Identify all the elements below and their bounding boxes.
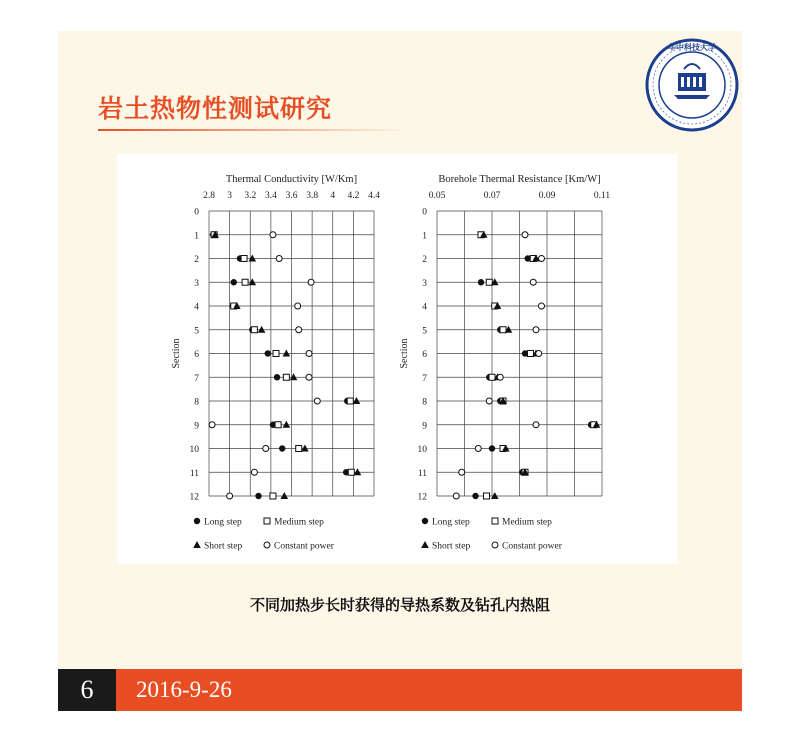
x-tick-label: 0.11 xyxy=(593,191,611,201)
data-point xyxy=(486,398,492,404)
x-tick-label: 3.8 xyxy=(306,191,319,201)
y-tick-label: 6 xyxy=(422,350,427,360)
data-point xyxy=(484,493,490,499)
data-point xyxy=(274,374,280,380)
x-tick-label: 4.2 xyxy=(347,191,360,201)
data-point xyxy=(290,373,298,380)
legend-label: Medium step xyxy=(274,517,324,528)
y-tick-label: 11 xyxy=(189,468,199,479)
data-point xyxy=(258,326,266,333)
legend-marker xyxy=(492,542,498,548)
legend-label: Short step xyxy=(432,541,471,552)
data-point xyxy=(270,232,276,238)
x-tick-label: 0.07 xyxy=(483,191,501,201)
legend-label: Constant power xyxy=(502,541,562,552)
y-tick-label: 10 xyxy=(417,445,427,455)
x-tick-label: 3.4 xyxy=(264,191,277,201)
legend-label: Long step xyxy=(432,517,470,528)
y-tick-label: 7 xyxy=(422,373,427,384)
data-point xyxy=(242,279,248,285)
x-tick-label: 3.6 xyxy=(285,191,298,201)
x-tick-label: 0.05 xyxy=(428,191,446,201)
data-point xyxy=(489,374,495,380)
legend-marker xyxy=(421,541,429,548)
legend-marker xyxy=(422,518,428,524)
y-tick-label: 10 xyxy=(189,445,199,455)
data-point xyxy=(348,469,354,475)
data-point xyxy=(459,469,465,475)
data-point xyxy=(231,279,237,285)
data-point xyxy=(500,327,506,333)
data-point xyxy=(478,279,484,285)
slide xyxy=(58,31,742,711)
data-point xyxy=(533,422,539,428)
legend-marker xyxy=(264,518,270,524)
data-point xyxy=(497,374,503,380)
footer-date: 2016-9-26 xyxy=(136,677,232,702)
figure-panel xyxy=(117,154,677,564)
y-tick-label: 9 xyxy=(194,421,199,432)
data-point xyxy=(453,493,459,499)
y-tick-label: 5 xyxy=(194,326,199,337)
data-point xyxy=(539,256,545,262)
x-tick-label: 2.8 xyxy=(203,191,215,201)
data-point xyxy=(306,351,312,357)
y-tick-label: 6 xyxy=(194,350,199,360)
y-tick-label: 8 xyxy=(422,397,427,408)
data-point xyxy=(276,256,282,262)
y-tick-label: 7 xyxy=(194,373,199,384)
legend-label: Medium step xyxy=(502,517,552,528)
data-point xyxy=(296,446,302,452)
chart-figure xyxy=(117,154,677,564)
y-axis-label: Section xyxy=(171,338,182,369)
x-tick-label: 4 xyxy=(330,191,336,201)
chart-title: Thermal Conductivity [W/Km] xyxy=(225,174,358,185)
data-point xyxy=(536,351,542,357)
y-tick-label: 5 xyxy=(422,326,427,337)
y-tick-label: 11 xyxy=(417,468,427,479)
data-point xyxy=(347,398,353,404)
data-point xyxy=(314,398,320,404)
footer-bar xyxy=(58,669,742,711)
y-tick-label: 0 xyxy=(422,207,427,218)
chart-title: Borehole Thermal Resistance [Km/W] xyxy=(438,174,601,185)
legend-label: Long step xyxy=(204,517,242,528)
legend-marker xyxy=(492,518,498,524)
data-point xyxy=(263,446,269,452)
data-point xyxy=(283,350,291,357)
data-point xyxy=(265,350,271,356)
data-point xyxy=(249,278,257,285)
data-point xyxy=(353,397,361,404)
data-point xyxy=(280,492,288,499)
data-point xyxy=(295,303,301,309)
y-tick-label: 3 xyxy=(422,278,427,289)
slide-title: 岩土热物性测试研究 xyxy=(98,94,333,123)
university-emblem-icon xyxy=(644,37,740,133)
data-point xyxy=(251,327,257,333)
data-point xyxy=(296,327,302,333)
data-point xyxy=(283,374,289,380)
data-point xyxy=(283,421,291,428)
data-point xyxy=(273,351,279,357)
data-point xyxy=(306,374,312,380)
y-tick-label: 8 xyxy=(194,397,199,408)
y-tick-label: 12 xyxy=(417,492,427,503)
x-tick-label: 3 xyxy=(227,191,232,201)
data-point xyxy=(301,445,309,452)
data-point xyxy=(251,469,257,475)
data-point xyxy=(539,303,545,309)
x-tick-label: 3.2 xyxy=(244,191,257,201)
data-point xyxy=(489,445,495,451)
data-point xyxy=(255,493,261,499)
y-tick-label: 2 xyxy=(422,255,427,265)
title-underline xyxy=(98,129,408,131)
data-point xyxy=(270,493,276,499)
legend-marker xyxy=(264,542,270,548)
y-tick-label: 9 xyxy=(422,421,427,432)
data-point xyxy=(249,255,257,262)
data-point xyxy=(209,422,215,428)
legend-label: Constant power xyxy=(274,541,334,552)
y-tick-label: 0 xyxy=(194,207,199,218)
data-point xyxy=(275,422,281,428)
data-point xyxy=(528,351,534,357)
data-point xyxy=(241,256,247,262)
y-tick-label: 12 xyxy=(189,492,199,503)
figure-caption: 不同加热步长时获得的导热系数及钻孔内热阻 xyxy=(249,596,550,614)
y-tick-label: 3 xyxy=(194,278,199,289)
data-point xyxy=(472,493,478,499)
y-axis-label: Section xyxy=(399,338,410,369)
y-tick-label: 4 xyxy=(422,302,427,313)
data-point xyxy=(308,279,314,285)
page-number: 6 xyxy=(58,669,116,711)
x-tick-label: 4.4 xyxy=(368,191,380,201)
y-tick-label: 1 xyxy=(194,231,199,242)
legend-label: Short step xyxy=(204,541,243,552)
data-point xyxy=(354,468,362,475)
legend-marker xyxy=(194,518,200,524)
y-tick-label: 2 xyxy=(194,255,199,265)
data-point xyxy=(533,327,539,333)
y-tick-label: 4 xyxy=(194,302,199,313)
data-point xyxy=(475,446,481,452)
data-point xyxy=(530,279,536,285)
data-point xyxy=(279,445,285,451)
data-point xyxy=(522,232,528,238)
y-tick-label: 1 xyxy=(422,231,427,242)
logo-text: 华中科技大学 xyxy=(668,43,716,52)
data-point xyxy=(486,279,492,285)
data-point xyxy=(227,493,233,499)
x-tick-label: 0.09 xyxy=(538,191,556,201)
legend-marker xyxy=(193,541,201,548)
